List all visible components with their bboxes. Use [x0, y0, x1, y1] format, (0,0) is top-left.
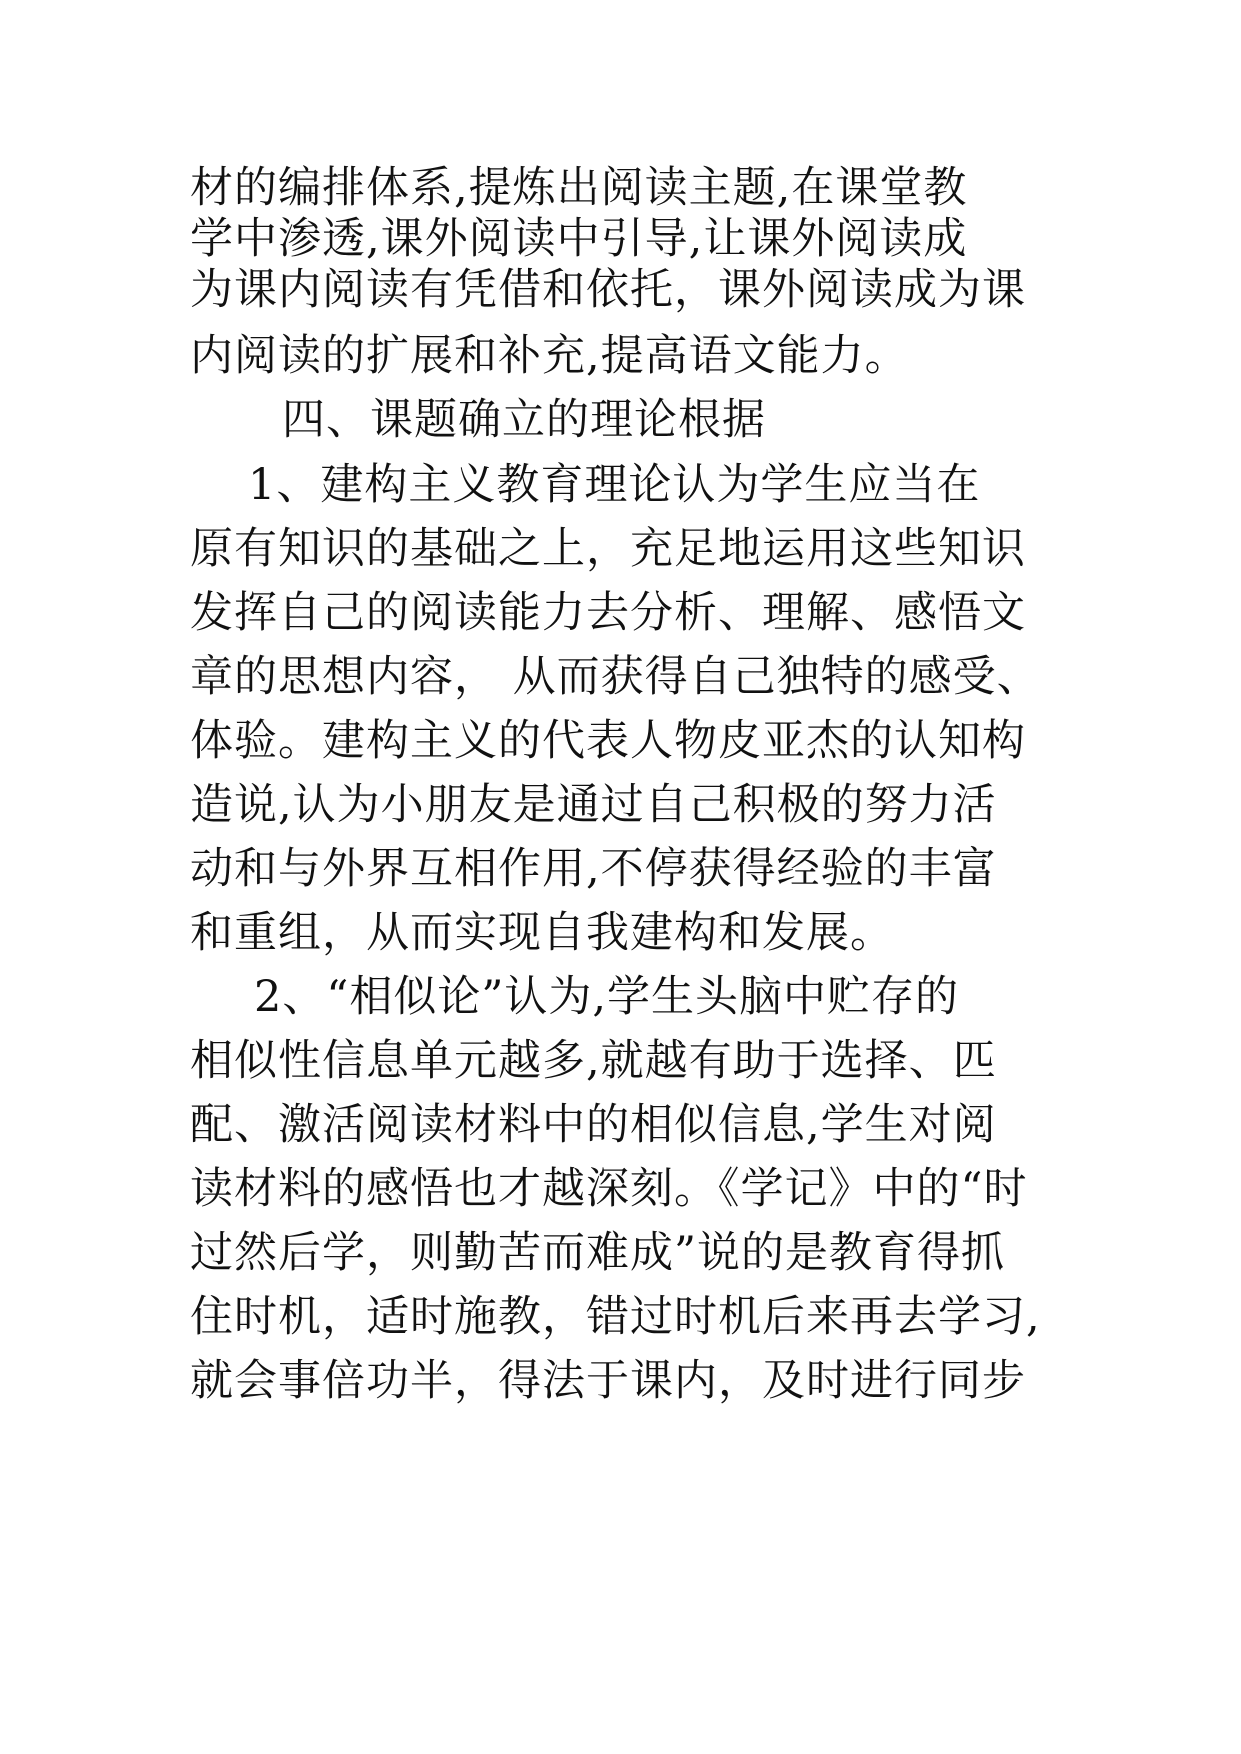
text-line: 发挥自己的阅读能力去分析、理解、感悟文 — [190, 588, 1026, 638]
text-line: 读材料的感悟也才越深刻。《学记》中的“时 — [190, 1164, 1028, 1214]
text-line: 体验。建构主义的代表人物皮亚杰的认知构 — [190, 716, 1026, 766]
text-line: 章的思想内容， 从而获得自己独特的感受、 — [190, 652, 1041, 702]
text-line: 住时机，适时施教，错过时机后来再去学习, — [190, 1292, 1041, 1342]
text-line: 2、“相似论”认为,学生头脑中贮存的 — [254, 972, 959, 1022]
text-line: 造说,认为小朋友是通过自己积极的努力活 — [190, 780, 997, 830]
text-line: 就会事倍功半，得法于课内，及时进行同步 — [190, 1356, 1026, 1406]
text-line: 学中渗透,课外阅读中引导,让课外阅读成 — [190, 214, 968, 264]
text-line: 配、激活阅读材料中的相似信息,学生对阅 — [190, 1100, 997, 1150]
text-line: 和重组，从而实现自我建构和发展。 — [190, 908, 894, 958]
text-line: 过然后学，则勤苦而难成”说的是教育得抓 — [190, 1228, 1005, 1278]
text-line: 原有知识的基础之上，充足地运用这些知识 — [190, 524, 1026, 574]
text-line: 动和与外界互相作用,不停获得经验的丰富 — [190, 844, 997, 894]
section-heading: 四、课题确立的理论根据 — [282, 395, 766, 445]
text-line: 内阅读的扩展和补充,提高语文能力。 — [190, 331, 909, 381]
text-line: 相似性信息单元越多,就越有助于选择、匹 — [190, 1036, 997, 1086]
text-line: 为课内阅读有凭借和依托，课外阅读成为课 — [190, 265, 1026, 315]
text-line: 材的编排体系,提炼出阅读主题,在课堂教 — [190, 163, 968, 213]
text-line: 1、建构主义教育理论认为学生应当在 — [248, 460, 981, 510]
